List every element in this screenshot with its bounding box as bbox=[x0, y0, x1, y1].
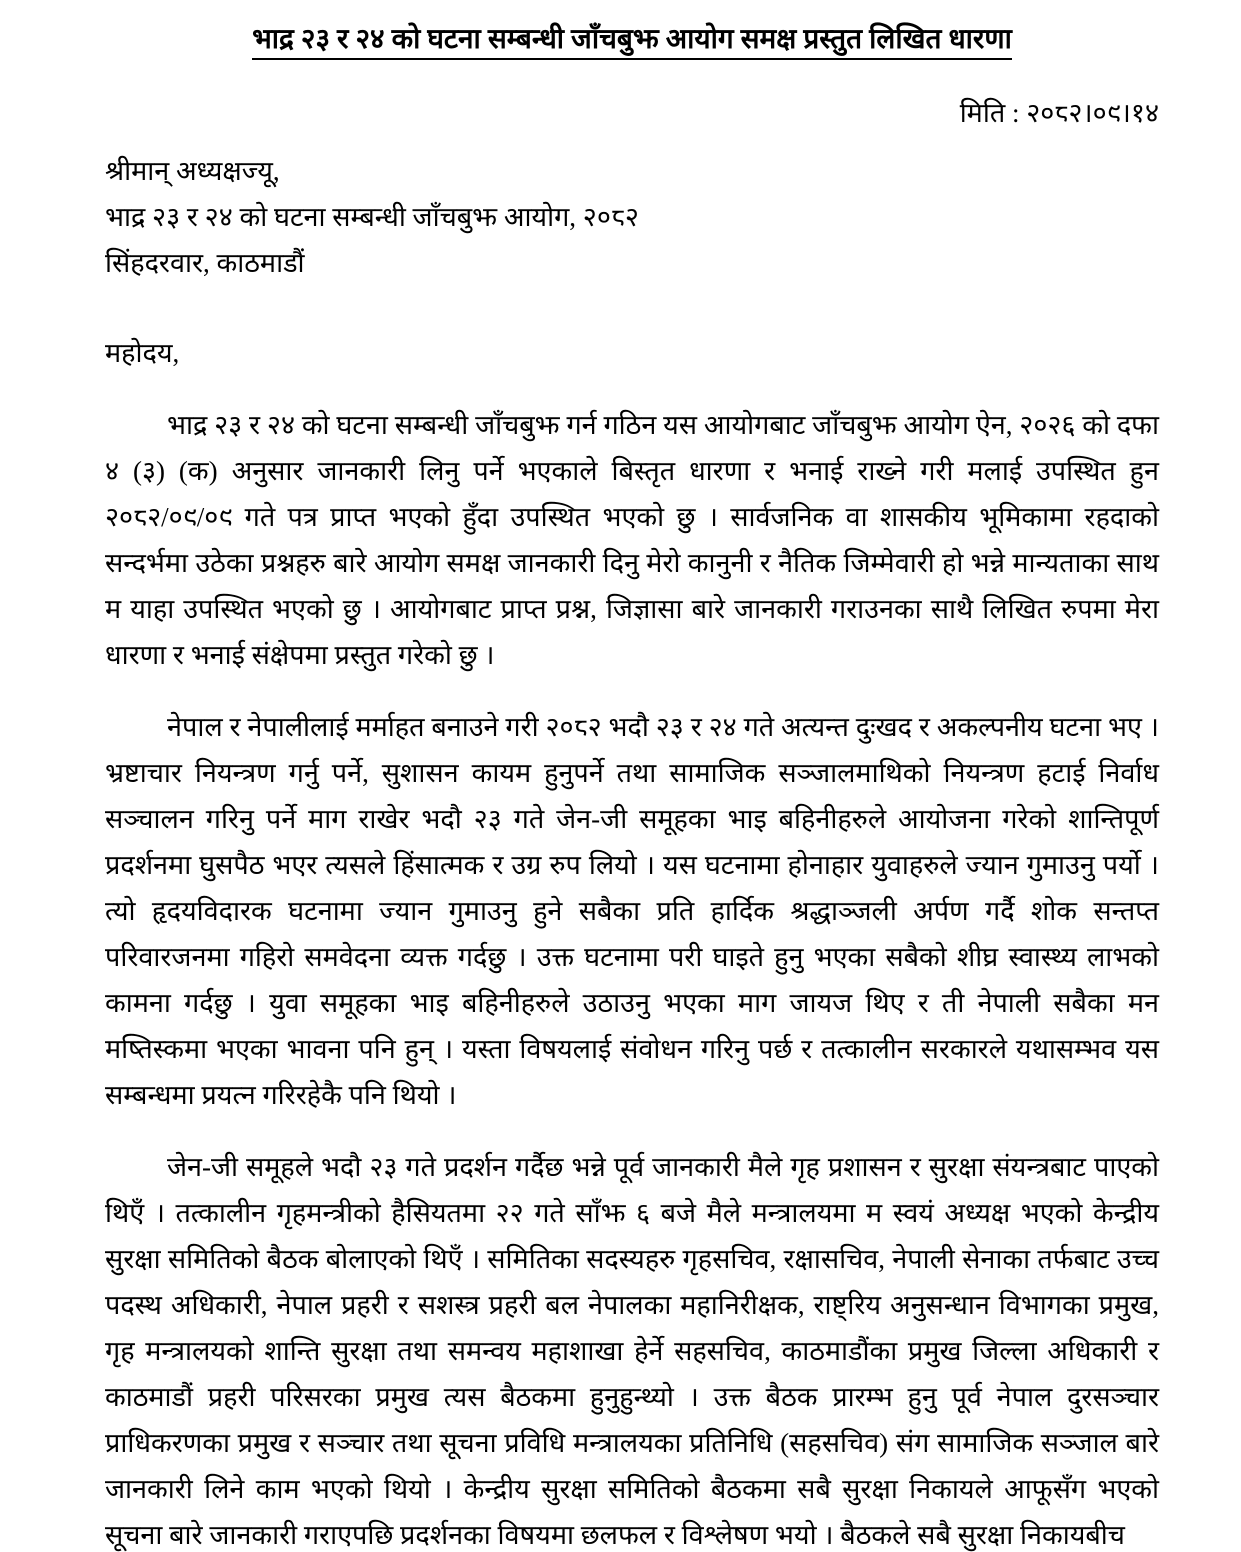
salutation: महोदय, bbox=[105, 338, 180, 368]
document-title bbox=[105, 20, 1159, 60]
document-title-text: भाद्र २३ र २४ को घटना सम्बन्धी जाँचबुझ आयोग समक्ष प्रस्तुत लिखित धारणा bbox=[252, 24, 1012, 60]
date-line: मिति : २०८२।०९।१४ bbox=[959, 98, 1159, 128]
recipient-address-line: सिंहदरवार, काठमाडौं bbox=[105, 248, 305, 278]
paragraph-1: भाद्र २३ र २४ को घटना सम्बन्धी जाँचबुझ गर्न गठिन यस आयोगबाट जाँचबुझ आयोग ऐन, २०२६ को दफा ४ (३) (क) अनुसार जानकारी लिनु पर्ने भएकाले बिस्तृत धारणा र भनाई राख्ने गरी मलाई उपस्थित हुन २०८२/०९/०९ गते पत्र प्राप्त भएको हुँदा उपस्थित भएको छु । सार्वजनिक वा शासकीय भूमिकामा रहदाको सन्दर्भमा उठेका प्रश्नहरु बारे आयोग समक्ष जानकारी दिनु मेरो कानुनी र नैतिक जिम्मेवारी हो भन्ने मान्यताका साथ म याहा उपस्थित भएको छु । आयोगबाट प्राप्त प्रश्न, जिज्ञासा बारे जानकारी गराउनका साथै लिखित रुपमा मेरा धारणा र भनाई संक्षेपमा प्रस्तुत गरेको छु । bbox=[105, 410, 1159, 670]
recipient-salutation-line: श्रीमान् अध्यक्षज्यू, bbox=[105, 156, 280, 186]
recipient-commission-line: भाद्र २३ र २४ को घटना सम्बन्धी जाँचबुझ आयोग, २०८२ bbox=[105, 202, 639, 232]
paragraph-2: नेपाल र नेपालीलाई मर्माहत बनाउने गरी २०८२ भदौ २३ र २४ गते अत्यन्त दुःखद र अकल्पनीय घटना भए । भ्रष्टाचार नियन्त्रण गर्नु पर्ने, सुशासन कायम हुनुपर्ने तथा सामाजिक सञ्जालमाथिको नियन्त्रण हटाई निर्वाध सञ्चालन गरिनु पर्ने माग राखेर भदौ २३ गते जेन-जी समूहका भाइ बहिनीहरुले आयोजना गरेको शान्तिपूर्ण प्रदर्शनमा घुसपैठ भएर त्यसले हिंसात्मक र उग्र रुप लियो । यस घटनामा होनाहार युवाहरुले ज्यान गुमाउनु पर्यो । त्यो हृदयविदारक घटनामा ज्यान गुमाउनु हुने सबैका प्रति हार्दिक श्रद्धाञ्जली अर्पण गर्दै शोक सन्तप्त परिवारजनमा गहिरो समवेदना व्यक्त गर्दछु । उक्त घटनामा परी घाइते हुनु भएका सबैको शीघ्र स्वास्थ्य लाभको कामना गर्दछु । युवा समूहका भाइ बहिनीहरुले उठाउनु भएका माग जायज थिए र ती नेपाली सबैका मन मष्तिस्कमा भएका भावना पनि हुन् । यस्ता विषयलाई संवोधन गरिनु पर्छ र तत्कालीन सरकारले यथासम्भव यस सम्बन्धमा प्रयत्न गरिरहेकै पनि थियो । bbox=[105, 712, 1159, 1110]
paragraph-3: जेन-जी समूहले भदौ २३ गते प्रदर्शन गर्दैछ भन्ने पूर्व जानकारी मैले गृह प्रशासन र सुरक्षा संयन्त्रबाट पाएको थिएँ । तत्कालीन गृहमन्त्रीको हैसियतमा २२ गते साँझ ६ बजे मैले मन्त्रालयमा म स्वयं अध्यक्ष भएको केन्द्रीय सुरक्षा समितिको बैठक बोलाएको थिएँ । समितिका सदस्यहरु गृहसचिव, रक्षासचिव, नेपाली सेनाका तर्फबाट उच्च पदस्थ अधिकारी, नेपाल प्रहरी र सशस्त्र प्रहरी बल नेपालका महानिरीक्षक, राष्ट्रिय अनुसन्धान विभागका प्रमुख, गृह मन्त्रालयको शान्ति सुरक्षा तथा समन्वय महाशाखा हेर्ने सहसचिव, काठमाडौंका प्रमुख जिल्ला अधिकारी र काठमाडौं प्रहरी परिसरका प्रमुख त्यस बैठकमा हुनुहुन्थ्यो । उक्त बैठक प्रारम्भ हुनु पूर्व नेपाल दुरसञ्चार प्राधिकरणका प्रमुख र सञ्चार तथा सूचना प्रविधि मन्त्रालयका प्रतिनिधि (सहसचिव) संग सामाजिक सञ्जाल बारे जानकारी लिने काम भएको थियो । केन्द्रीय सुरक्षा समितिको बैठकमा सबै सुरक्षा निकायले आफूसँग भएको सूचना बारे जानकारी गराएपछि प्रदर्शनका विषयमा छलफल र विश्लेषण भयो । बैठकले सबै सुरक्षा निकायबीच bbox=[105, 1152, 1159, 1550]
recipient-block bbox=[105, 148, 1159, 286]
